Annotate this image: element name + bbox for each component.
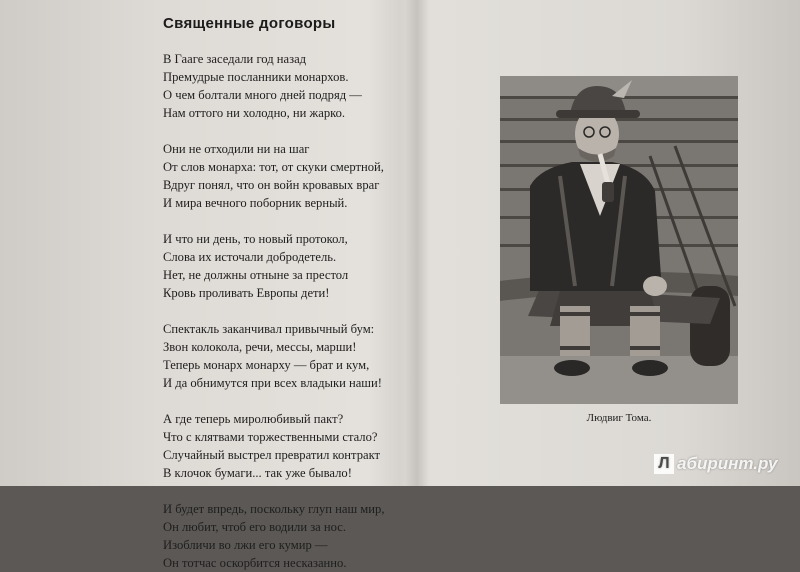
poem-line: Вдруг понял, что он войн кровавых враг bbox=[163, 178, 380, 192]
portrait-photo bbox=[500, 76, 738, 404]
watermark-logo-icon: Л bbox=[654, 454, 674, 474]
photo-caption: Людвиг Тома. bbox=[586, 412, 652, 424]
book-gutter bbox=[405, 0, 429, 486]
poem-title: Священные договоры bbox=[163, 15, 336, 32]
poem-line: Он тотчас оскорбится несказанно. bbox=[163, 556, 347, 570]
labirint-watermark bbox=[654, 453, 777, 475]
poem-line: О чем болтали много дней подряд — bbox=[163, 88, 362, 102]
poem-line: И да обнимутся при всех владыки наши! bbox=[163, 376, 382, 390]
poem-line: И будет впредь, поскольку глуп наш мир, bbox=[163, 502, 385, 516]
poem-line: Спектакль заканчивал привычный бум: bbox=[163, 322, 375, 336]
poem-line: Кровь проливать Европы дети! bbox=[163, 286, 330, 300]
poem-line: От слов монарха: тот, от скуки смертной, bbox=[163, 160, 384, 174]
poem-line: И что ни день, то новый протокол, bbox=[163, 232, 348, 246]
poem-line: Премудрые посланники монархов. bbox=[163, 70, 349, 84]
poem-stanza bbox=[163, 230, 408, 302]
poem-stanza bbox=[163, 410, 408, 482]
poem-stanza bbox=[163, 50, 408, 122]
poem-line: Слова их источали добродетель. bbox=[163, 250, 337, 264]
poem-line: А где теперь миролюбивый пакт? bbox=[163, 412, 344, 426]
watermark-text: абиринт.ру bbox=[677, 454, 778, 473]
poem-text bbox=[163, 50, 408, 572]
poem-stanza bbox=[163, 320, 408, 392]
poem-stanza bbox=[163, 140, 408, 212]
poem-line: Нет, не должны отныне за престол bbox=[163, 268, 349, 282]
portrait-illustration bbox=[500, 76, 738, 404]
poem-line: Звон колокола, речи, мессы, марши! bbox=[163, 340, 357, 354]
poem-line: Он любит, чтоб его водили за нос. bbox=[163, 520, 347, 534]
poem-line: В Гааге заседали год назад bbox=[163, 52, 307, 66]
poem-stanza bbox=[163, 500, 408, 572]
poem-line: Нам оттого ни холодно, ни жарко. bbox=[163, 106, 346, 120]
poem-line: Они не отходили ни на шаг bbox=[163, 142, 310, 156]
poem-line: В клочок бумаги... так уже бывало! bbox=[163, 466, 352, 480]
poem-line: Изобличи во лжи его кумир — bbox=[163, 538, 328, 552]
poem-line: Что с клятвами торжественными стало? bbox=[163, 430, 378, 444]
poem-line: И мира вечного поборник верный. bbox=[163, 196, 348, 210]
poem-line: Теперь монарх монарху — брат и кум, bbox=[163, 358, 370, 372]
poem-line: Случайный выстрел превратил контракт bbox=[163, 448, 381, 462]
